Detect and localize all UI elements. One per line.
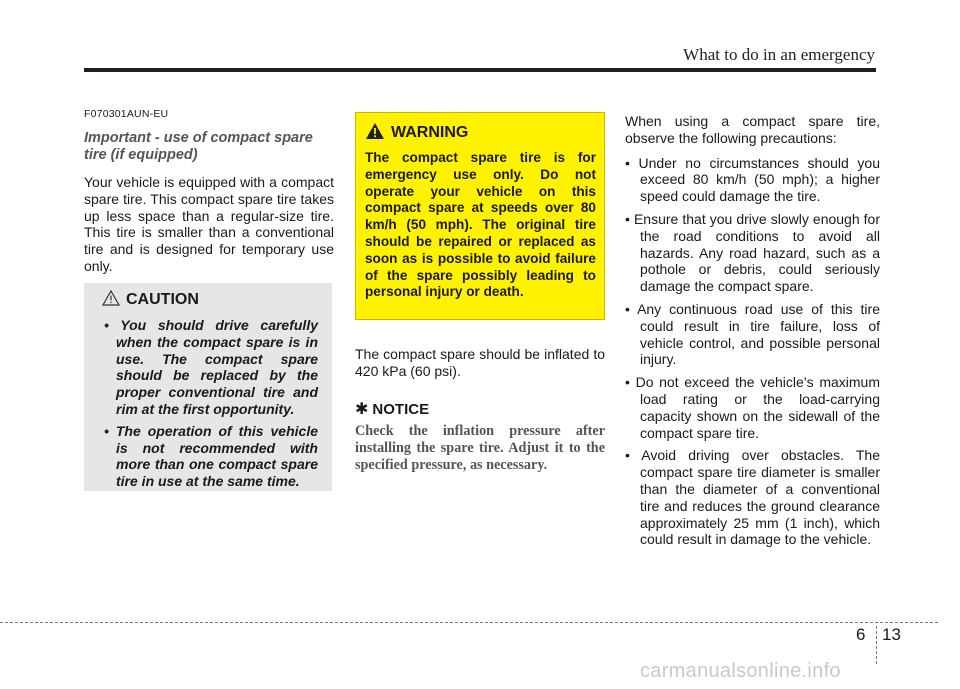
precaution-item-text: Under no circumstances should you exceed 80 km/h (50 mph); a higher speed could damage the tire. <box>638 154 881 205</box>
caution-item-text: You should drive carefully when the compact spare is in use. The compact spare should be replaced by the proper conventional tire and rim at the first opportunity. <box>116 317 318 417</box>
caution-triangle-icon <box>102 290 120 311</box>
precaution-item: • Avoid driving over obstacles. The compact spare tire diameter is smaller than the diameter of a conventional tire and reduces the ground clearance approximately 25 mm (1 inch), which could result in damage to the vehicle. <box>625 447 880 548</box>
caution-item-text: The operation of this vehicle is not recommended with more than one compact spare tire in use at the same time. <box>115 422 318 490</box>
notice-star-icon: ✱ <box>355 401 369 418</box>
section-title-line1: Important - use of compact spare <box>84 130 313 146</box>
caution-item: • You should drive carefully when the compact spare is in use. The compact spare should be replaced by the proper conventional tire and rim at the first opportunity. <box>104 317 318 417</box>
notice-text: Check the inflation pressure after installing the spare tire. Adjust it to the specified pressure, as necessary. <box>355 423 605 473</box>
warning-text: The compact spare tire is for emergency use only. Do not operate your vehicle on this compact spare at speeds over 80 km/h (50 mph). The original tire should be repaired or replaced as soon as is possible to avoid failure of the spare possibly leading to personal injury or death. <box>365 150 596 300</box>
section-intro: Your vehicle is equipped with a compact spare tire. This compact spare tire takes up less space than a regular-size tire. This tire is smaller than a conventional tire and is designed for temporary use only. <box>84 174 334 274</box>
section-title <box>84 130 334 164</box>
header-rule <box>84 68 876 72</box>
precaution-item-text: Any continuous road use of this tire could result in tire failure, loss of vehicle control, and possible personal injury. <box>637 300 880 368</box>
caution-list <box>102 317 318 490</box>
warning-heading <box>365 122 596 144</box>
caution-item: • The operation of this vehicle is not recommended with more than one compact spare tire in use at the same time. <box>104 422 318 490</box>
footer-divider <box>876 626 877 664</box>
watermark: carmanualsonline.info <box>640 660 841 682</box>
page-header-title: What to do in an emergency <box>683 45 875 64</box>
precaution-item: • Do not exceed the vehicle’s maximum load rating or the load-carrying capacity shown on the sidewall of the compact spare tire. <box>625 374 880 441</box>
section-title-line2: tire (if equipped) <box>84 147 198 163</box>
notice-block <box>355 399 605 473</box>
chapter-number: 6 <box>856 625 866 644</box>
precaution-item: • Any continuous road use of this tire could result in tire failure, loss of vehicle control, and possible personal injury. <box>625 300 880 368</box>
precaution-item: • Under no circumstances should you exceed 80 km/h (50 mph); a higher speed could damage the tire. <box>625 154 881 205</box>
caution-heading-text: CAUTION <box>126 291 199 308</box>
caution-heading <box>102 289 318 311</box>
warning-triangle-icon <box>365 122 385 145</box>
footer-rule <box>0 622 938 623</box>
caution-box <box>84 283 332 491</box>
section-code: F070301AUN-EU <box>84 108 169 120</box>
page-number: 13 <box>882 625 901 644</box>
precautions-intro: When using a compact spare tire, observe the following precautions: <box>625 113 880 146</box>
column-right <box>625 113 880 554</box>
precaution-item: • Ensure that you drive slowly enough for the road conditions to avoid all hazards. Any road hazard, such as a pothole or debris, could seriously damage the compact spare. <box>625 210 881 295</box>
precaution-item-text: Do not exceed the vehicle’s maximum load rating or the load-carrying capacity shown on the sidewall of the compact spare tire. <box>635 374 880 441</box>
notice-heading-text: NOTICE <box>372 400 430 418</box>
inflation-text: The compact spare should be inflated to 420 kPa (60 psi). <box>355 346 605 379</box>
warning-heading-text: WARNING <box>391 124 469 141</box>
precaution-item-text: Ensure that you drive slowly enough for the road conditions to avoid all hazards. Any road hazard, such as a pothole or debris, could seriously damage the compact spare. <box>633 210 881 295</box>
precautions-list <box>625 155 880 549</box>
precaution-item-text: Avoid driving over obstacles. The compact spare tire diameter is smaller than the diameter of a conventional tire and reduces the ground clearance approximately 25 mm (1 inch), which could result in damage to the vehicle. <box>640 447 880 548</box>
column-left <box>84 108 334 275</box>
warning-box <box>355 112 605 320</box>
notice-heading <box>355 399 605 419</box>
